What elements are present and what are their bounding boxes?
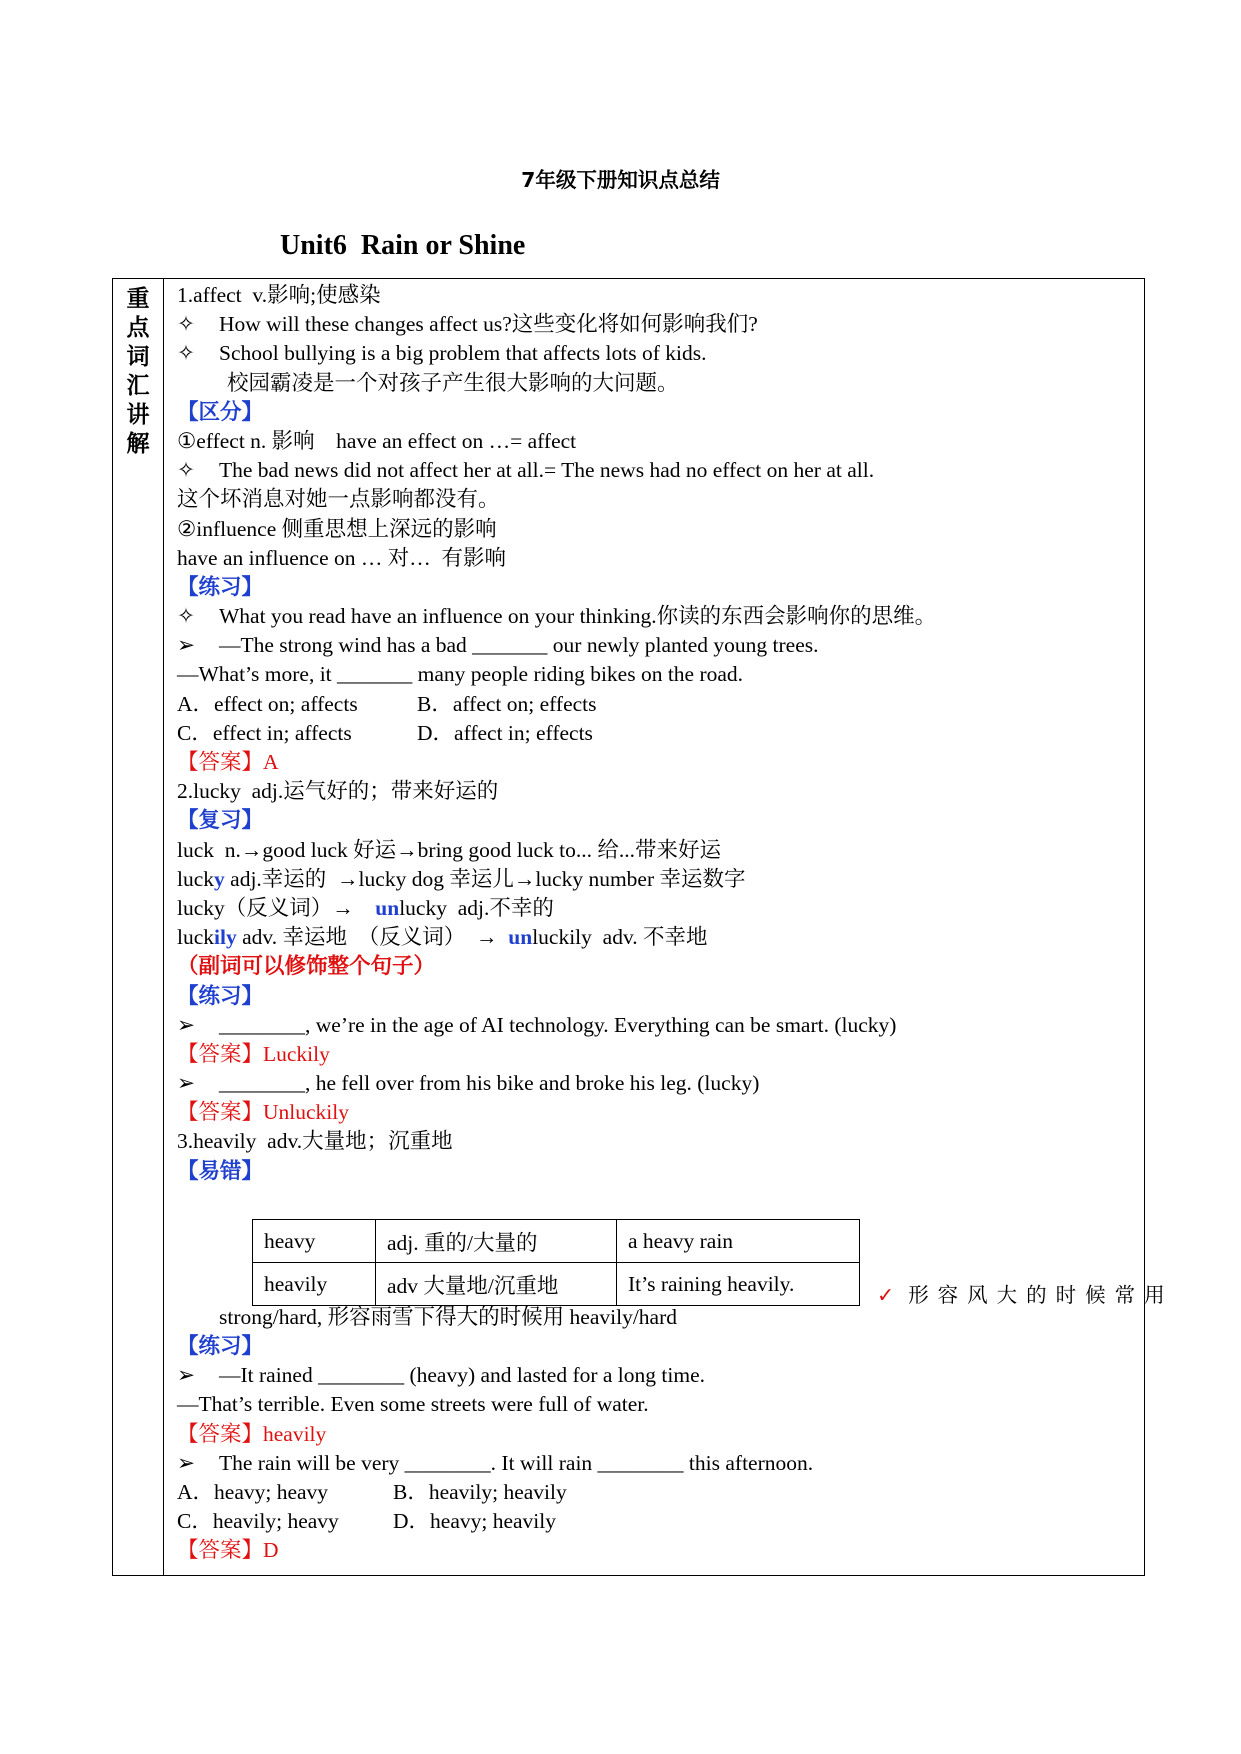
answer-line: 【答案】Luckily [177, 1041, 330, 1066]
diamond-bullet-icon: ✧ [177, 312, 196, 337]
answer-line: 【答案】D [177, 1538, 279, 1563]
options-line: A．heavy; heavy B．heavily; heavily [177, 1479, 567, 1504]
question-line: ➢ The rain will be very ________. It will rain ________ this afternoon. [177, 1449, 1137, 1478]
arrow-bullet-icon: ➢ [177, 1071, 196, 1096]
example-line: ✧ What you read have an influence on your thinking.你读的东西会影响你的思维。 [177, 602, 1137, 631]
unit-heading: Unit6 Rain or Shine [280, 230, 526, 261]
side-label [113, 285, 163, 459]
table-cell: adj. 重的/大量的 [376, 1220, 617, 1263]
word-heading: 3.heavily adv.大量地；沉重地 [177, 1129, 453, 1154]
question-line: —That’s terrible. Even some streets were full of water. [177, 1392, 649, 1417]
arrow-bullet-icon: ➢ [177, 1363, 196, 1388]
word-heading: 2.lucky adj.运气好的；带来好运的 [177, 779, 499, 804]
arrow-bullet-icon: ➢ [177, 633, 196, 658]
notes-table [112, 278, 1174, 1576]
table-cell: It’s raining heavily. [617, 1263, 860, 1306]
arrow-bullet-icon: ➢ [177, 1450, 196, 1475]
answer-line: 【答案】heavily [177, 1421, 327, 1446]
note-line: lucky adj.幸运的 →lucky dog 幸运儿→lucky number 幸运数字 [177, 866, 746, 891]
note-line: ①effect n. 影响 have an effect on …= affect [177, 428, 577, 453]
table-row [253, 1220, 860, 1263]
tag-review: 【复习】 [177, 808, 264, 833]
tip-note: ✓ 形容风大的时候常用 [877, 1283, 1174, 1307]
question-line: ➢ ________, we’re in the age of AI technology. Everything can be smart. (lucky) [177, 1011, 1137, 1040]
translation-line: 这个坏消息对她一点影响都没有。 [177, 487, 500, 512]
tag-distinguish: 【区分】 [177, 399, 264, 424]
side-char: 汇 [126, 373, 150, 399]
side-char: 解 [126, 431, 150, 457]
example-line: ✧ How will these changes affect us?这些变化将如何影响我们? [177, 310, 1137, 339]
side-char: 重 [126, 286, 150, 312]
example-line: ✧ School bullying is a big problem that affects lots of kids. [177, 339, 1137, 368]
note-line: lucky（反义词）→ unlucky adj.不幸的 [177, 895, 554, 920]
options-line: A．effect on; affects B．affect on; effects [177, 691, 597, 716]
table-cell: heavily [253, 1263, 376, 1306]
page-title: 7年级下册知识点总结 [521, 168, 720, 192]
side-char: 词 [126, 344, 150, 370]
table-row [253, 1263, 860, 1306]
tag-practice: 【练习】 [177, 574, 264, 599]
note-line: ②influence 侧重思想上深远的影响 [177, 516, 497, 541]
diamond-bullet-icon: ✧ [177, 341, 196, 366]
answer-line: 【答案】A [177, 750, 279, 774]
note-line: luck n.→good luck 好运→bring good luck to... 给...带来好运 [177, 837, 722, 862]
diamond-bullet-icon: ✧ [177, 604, 196, 629]
side-char: 讲 [126, 402, 150, 428]
note-line: luckily adv. 幸运地 （反义词） → unluckily adv. 不幸地 [177, 925, 708, 950]
question-line: ➢ —The strong wind has a bad _______ our newly planted young trees. [177, 631, 1137, 660]
column-divider [163, 279, 164, 1575]
table-cell: heavy [253, 1220, 376, 1263]
question-line: ➢ ________, he fell over from his bike and broke his leg. (lucky) [177, 1069, 1137, 1098]
table-cell: adv 大量地/沉重地 [376, 1263, 617, 1306]
tag-practice: 【练习】 [177, 983, 264, 1008]
answer-line: 【答案】Unluckily [177, 1100, 349, 1125]
diamond-bullet-icon: ✧ [177, 458, 196, 483]
note-line: have an influence on … 对… 有影响 [177, 545, 506, 570]
tip-continuation: strong/hard, 形容雨雪下得大的时候用 heavily/hard [219, 1304, 678, 1329]
question-line: ➢ —It rained ________ (heavy) and lasted for a long time. [177, 1361, 1137, 1390]
heavy-heavily-table [252, 1219, 860, 1306]
tag-error-prone: 【易错】 [177, 1158, 264, 1183]
example-line: ✧ The bad news did not affect her at all.= The news had no effect on her at all. [177, 456, 1137, 485]
table-cell: a heavy rain [617, 1220, 860, 1263]
content-column [177, 281, 1174, 1566]
arrow-bullet-icon: ➢ [177, 1012, 196, 1037]
options-line: C．effect in; affects D．affect in; effects [177, 720, 593, 745]
side-char: 点 [126, 315, 150, 341]
options-line: C．heavily; heavy D．heavy; heavily [177, 1509, 556, 1534]
translation-line: 校园霸凌是一个对孩子产生很大影响的大问题。 [227, 370, 679, 395]
word-heading: 1.affect v.影响;使感染 [177, 283, 381, 307]
tag-practice: 【练习】 [177, 1334, 264, 1358]
check-mark-icon: ✓ [877, 1285, 895, 1307]
question-line: —What’s more, it _______ many people riding bikes on the road. [177, 662, 744, 687]
grammar-note: （副词可以修饰整个句子） [177, 954, 436, 979]
